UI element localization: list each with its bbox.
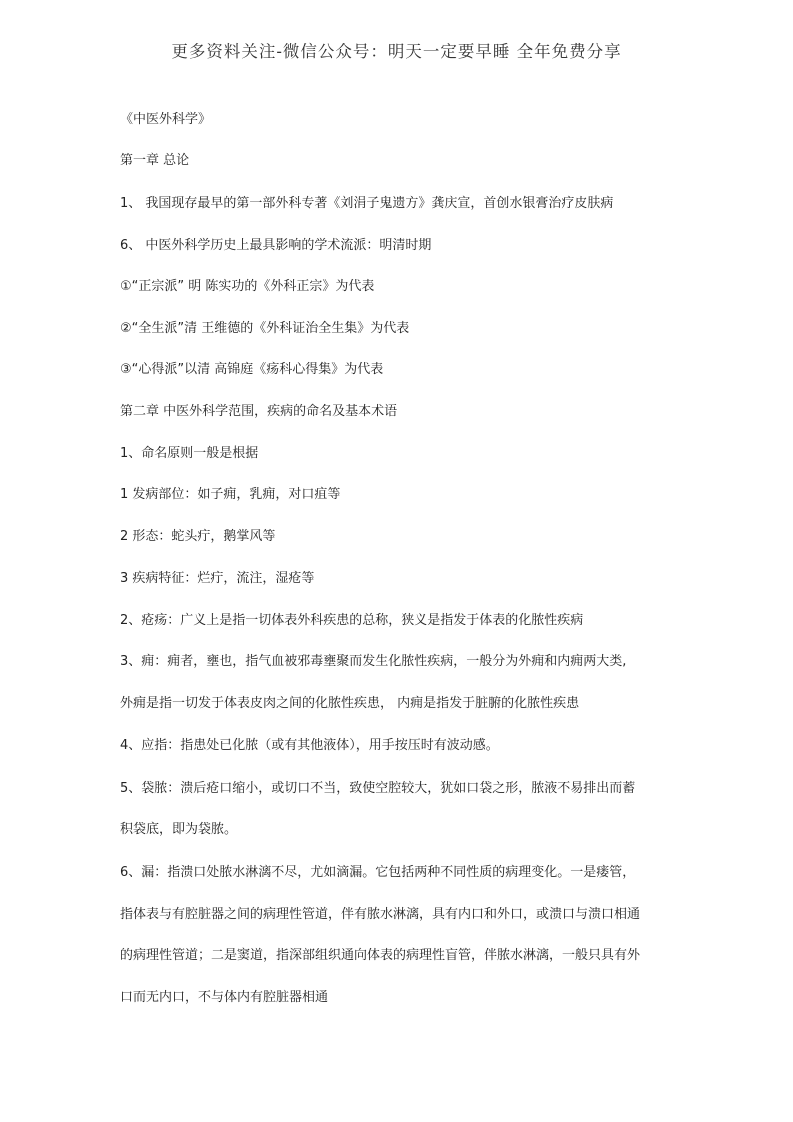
- paragraph-line: ①“正宗派” 明 陈实功的《外科正宗》为代表: [120, 279, 375, 294]
- chapter-heading: 第二章 中医外科学范围，疾病的命名及基本术语: [120, 404, 398, 419]
- paragraph-line: ③“心得派”以清 高锦庭《疡科心得集》为代表: [120, 362, 384, 377]
- paragraph-line: 2 形态：蛇头疔，鹅掌风等: [120, 529, 276, 544]
- paragraph-line: 积袋底，即为袋脓。: [120, 822, 238, 837]
- paragraph-line: ②“全生派”清 王维德的《外科证治全生集》为代表: [120, 321, 410, 336]
- chapter-heading: 第一章 总论: [120, 153, 190, 168]
- paragraph-line: 口而无内口，不与体内有腔脏器相通: [120, 990, 329, 1005]
- paragraph-line: 1、 我国现存最早的第一部外科专著《刘涓子鬼遗方》龚庆宣，首创水银膏治疗皮肤病: [120, 196, 614, 211]
- paragraph-line: 4、应指：指患处已化脓（或有其他液体），用手按压时有波动感。: [120, 738, 499, 753]
- paragraph-line: 指体表与有腔脏器之间的病理性管道，伴有脓水淋漓，具有内口和外口，或溃口与溃口相通: [120, 907, 641, 922]
- paragraph-line: 2、疮疡：广义上是指一切体表外科疾患的总称，狭义是指发于体表的化脓性疾病: [120, 613, 584, 628]
- paragraph-line: 3、痈：痈者，壅也，指气血被邪毒壅聚而发生化脓性疾病，一般分为外痈和内痈两大类,: [120, 654, 627, 669]
- paragraph-line: 3 疾病特征：烂疔，流注，湿疮等: [120, 571, 315, 586]
- book-title: 《中医外科学》: [120, 112, 212, 127]
- paragraph-line: 的病理性管道；二是窦道，指深部组织通向体表的病理性盲管，伴脓水淋漓，一般只具有外: [120, 948, 641, 963]
- paragraph-line: 6、漏：指溃口处脓水淋漓不尽，尤如滴漏。它包括两种不同性质的病理变化。一是瘘管，: [120, 865, 636, 880]
- paragraph-line: 外痈是指一切发于体表皮肉之间的化脓性疾患， 内痈是指发于脏腑的化脓性疾患: [120, 696, 580, 711]
- paragraph-line: 6、 中医外科学历史上最具影响的学术流派：明清时期: [120, 238, 432, 253]
- page-header: 更多资料关注-微信公众号：明天一定要早睡 全年免费分享: [171, 42, 622, 61]
- paragraph-line: 1、命名原则一般是根据: [120, 446, 259, 461]
- paragraph-line: 1 发病部位：如子痈，乳痈，对口疽等: [120, 487, 341, 502]
- paragraph-line: 5、袋脓：溃后疮口缩小，或切口不当，致使空腔较大，犹如口袋之形，脓液不易排出而蓄: [120, 781, 636, 796]
